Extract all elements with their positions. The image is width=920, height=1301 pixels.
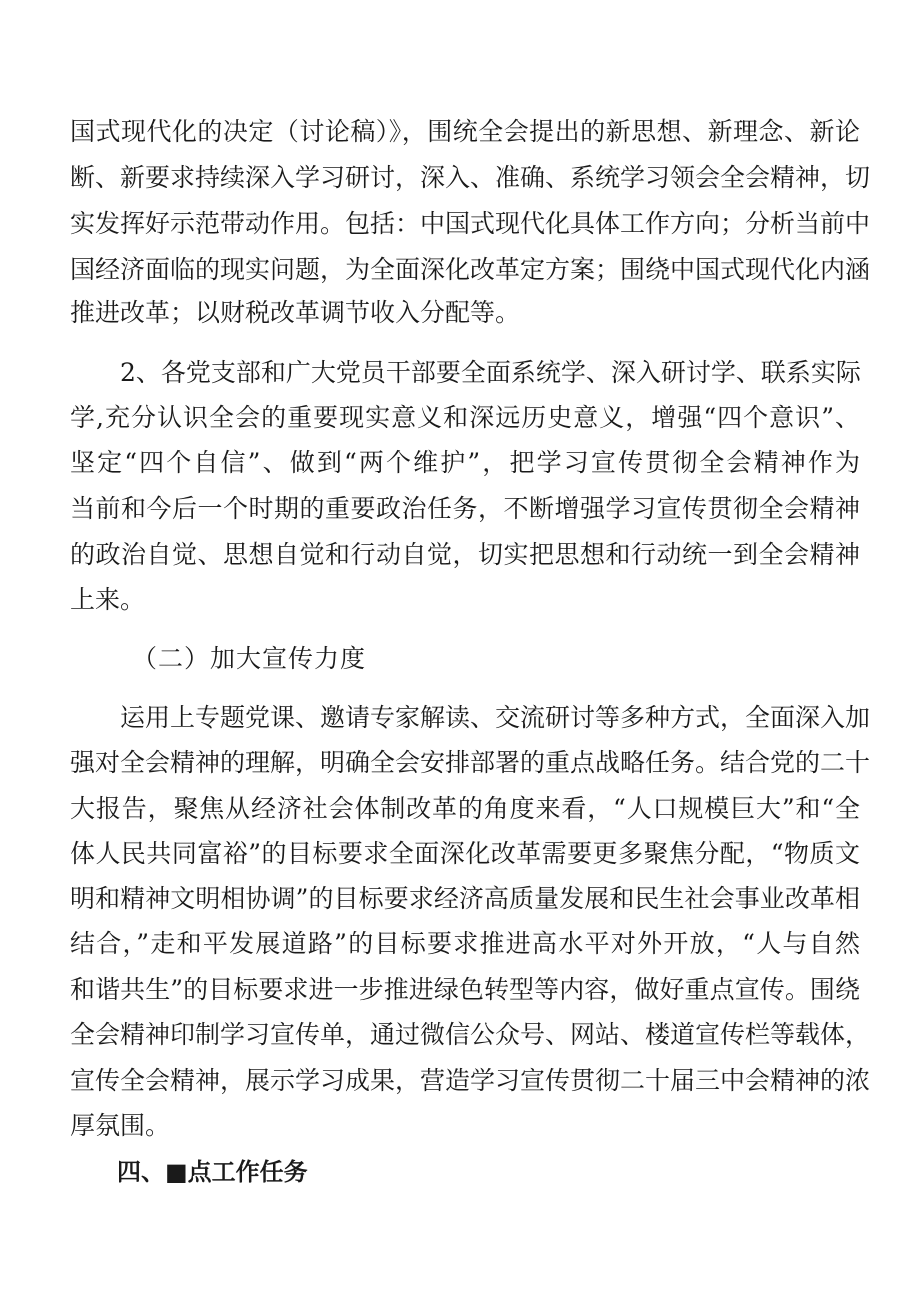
text-line: 大报告，聚焦从经济社会体制改革的角度来看，“人口规模巨大”和“全	[70, 794, 860, 823]
text-line: 结合，”走和平发展道路”的目标要求推进高水平对外开放，“人与自然	[70, 929, 860, 958]
text-line: 坚定“四个自信”、做到“两个维护”，把学习宣传贯彻全会精神作为	[70, 448, 860, 477]
section-heading: 四、■点工作任务	[117, 1158, 308, 1186]
text-line: 厚氛围。	[70, 1111, 171, 1140]
text-line: 宣传全会精神，展示学习成果，营造学习宣传贯彻二十届三中会精神的浓	[70, 1066, 871, 1095]
text-line: 断、新要求持续深入学习研讨，深入、准确、系统学习领会全会精神，切	[70, 163, 871, 192]
text-line: 的政治自觉、思想自觉和行动自觉，切实把思想和行动统一到全会精神	[70, 540, 860, 569]
text-line: 运用上专题党课、邀请专家解读、交流研讨等多种方式，全面深入加	[120, 703, 871, 732]
text-line: 国式现代化的决定（讨论稿）》，围统全会提出的新思想、新理念、新论	[70, 117, 860, 146]
section-subheading: （二）加大宣传力度	[132, 644, 367, 673]
text-line: 当前和今后一个时期的重要政治任务，不断增强学习宣传贯彻全会精神	[70, 494, 860, 523]
text-line: 推进改革；以财税改革调节收入分配等。	[70, 298, 521, 327]
text-line: 2、各党支部和广大党员干部要全面系统学、深入研讨学、联系实际	[120, 358, 861, 387]
text-line: 全会精神印制学习宣传单，通过微信公众号、网站、楼道宣传栏等载体，	[70, 1020, 871, 1049]
text-line: 明和精神文明相协调”的目标要求经济高质量发展和民生社会事业改革相	[70, 884, 860, 913]
text-line: 国经济面临的现实问题，为全面深化改革定方案；围绕中国式现代化内涵	[70, 255, 871, 284]
text-line: 强对全会精神的理解，明确全会安排部署的重点战略任务。结合党的二十	[70, 748, 871, 777]
text-line: 实发挥好示范带动作用。包括：中国式现代化具体工作方向；分析当前中	[70, 209, 871, 238]
text-line: 学,充分认识全会的重要现实意义和深远历史意义，增强“四个意识”、	[70, 403, 860, 432]
text-line: 和谐共生”的目标要求进一步推进绿色转型等内容，做好重点宣传。围绕	[70, 975, 860, 1004]
text-line: 体人民共同富裕”的目标要求全面深化改革需要更多聚焦分配，“物质文	[70, 839, 860, 868]
text-line: 上来。	[70, 585, 146, 614]
